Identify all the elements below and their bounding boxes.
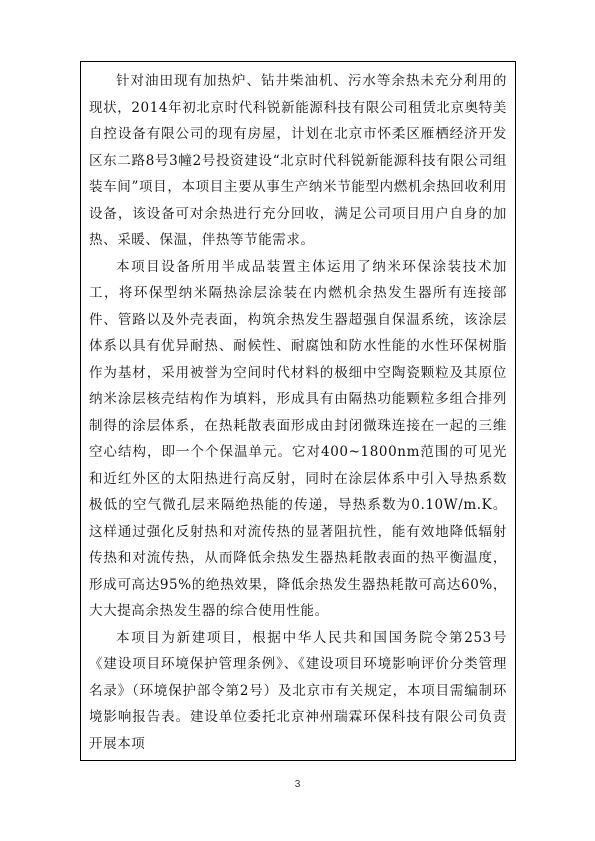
- paragraph-regulation: 本项目为新建项目，根据中华人民共和国国务院令第253号《建设项目环境保护管理条例》、《建设项目环境影响评价分类管理名录》（环境保护部令第2号）及北京市有关规定，本项目需编制环境影响报告表。建设单位委托北京神州瑞霖环保科技有限公司负责开展本项: [89, 629, 507, 752]
- page-number: 3: [294, 779, 301, 790]
- paragraph-technology: 本项目设备所用半成品装置主体运用了纳米环保涂装技术加工，将环保型纳米隔热涂层涂装在内燃机余热发生器所有连接部件、管路以及外壳表面，构筑余热发生器超强自保温系统，该涂层体系以具有优异耐热、耐候性、耐腐蚀和防水性能的水性环保树脂作为基材，采用被誉为空间时代材料的极细中空陶瓷颗粒及其原位纳米涂层核壳结构作为填料，形成具有由隔热功能颗粒多组合排列制得的涂层体系，在热耗散表面形成由封闭微珠连接在一起的三维空心结构，即一个个保温单元。它对400~1800nm范围的可见光和近红外区的太阳热进行高反射，同时在涂层体系中引入导热系数极低的空气微孔层来隔绝热能的传递，导热系数为0.10W/m.K。这样通过强化反射热和对流传热的显著阻抗性，能有效地降低辐射传热和对流传热，从而降低余热发生器热耗散表面的热平衡温度，形成可高达95%的绝热效果，降低余热发生器热耗散可高达60%，大大提高余热发生器的综合使用性能。: [89, 258, 507, 619]
- paragraph-background: 针对油田现有加热炉、钻井柴油机、污水等余热未充分利用的现状，2014年初北京时代科锐新能源科技有限公司租赁北京奥特美自控设备有限公司的现有房屋，计划在北京市怀柔区雁栖经济开发区东二路8号3幢2号投资建设“北京时代科锐新能源科技有限公司组装车间”项目，本项目主要从事生产纳米节能型内燃机余热回收利用设备，该设备可对余热进行充分回收，满足公司项目用户自身的加热、采暖、保温，伴热等节能需求。: [89, 73, 507, 248]
- content-frame: [80, 61, 516, 761]
- document-body: [89, 68, 507, 757]
